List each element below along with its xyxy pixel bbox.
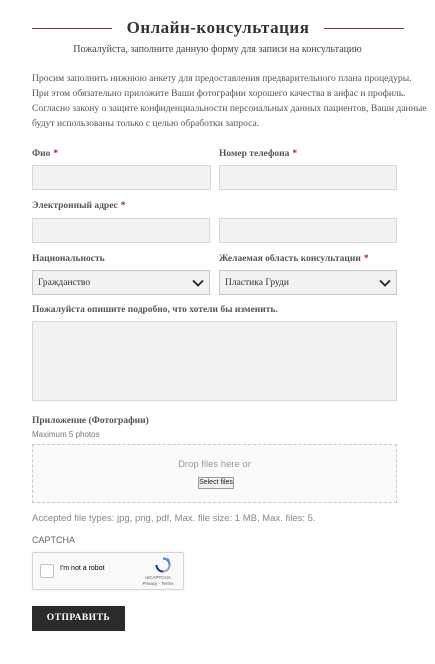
- recaptcha-text: I'm not a robot: [60, 565, 105, 572]
- recaptcha-widget: [32, 552, 184, 590]
- email-label: [32, 201, 126, 211]
- page-title: Онлайн-консультация: [126, 18, 310, 37]
- phone-input[interactable]: [219, 165, 397, 190]
- required-marker: *: [363, 254, 369, 264]
- accepted-file-types: Accepted file types: jpg, png, pdf, Max. file size: 1 MB, Max. files: 5.: [32, 513, 316, 524]
- attachment-label: [32, 416, 149, 426]
- email-label-text: Электронный адрес: [32, 201, 118, 211]
- intro-line: будут использованы только с целью обработки запроса.: [32, 118, 260, 129]
- intro-line: Согласно закону о защите конфиденциальности персональных данных пациентов, Ваши данные: [32, 103, 427, 114]
- phone-label-text: Номер телефона: [219, 149, 290, 159]
- attachment-sublabel: Maximum 5 photos: [32, 430, 100, 439]
- required-marker: *: [292, 149, 298, 159]
- details-textarea[interactable]: [32, 321, 397, 401]
- nationality-select-value: Гражданство: [38, 278, 91, 288]
- intro-line: Просим заполнить нижнюю анкету для предоставления предварительного плана процедуры.: [32, 73, 412, 84]
- area-select[interactable]: [219, 270, 397, 295]
- intro-line: При этом обязательно приложите Ваши фотографии хорошего качества в анфас и профиль.: [32, 88, 406, 99]
- submit-button[interactable]: ОТПРАВИТЬ: [32, 606, 125, 631]
- file-dropzone[interactable]: [32, 444, 397, 503]
- area-label-text: Желаемая область консультации: [219, 254, 361, 264]
- attachment-label-text: Приложение (Фотографии): [32, 416, 149, 426]
- phone-label: [219, 149, 297, 159]
- recaptcha-brand: reCAPTCHA: [145, 575, 171, 580]
- dropzone-text: Drop files here or: [178, 459, 251, 470]
- email-confirm-input[interactable]: [219, 218, 397, 243]
- email-input[interactable]: [32, 218, 210, 243]
- required-marker: *: [53, 149, 59, 159]
- name-label-text: Фио: [32, 149, 51, 159]
- details-label: [32, 305, 278, 315]
- recaptcha-terms-link[interactable]: Privacy - Terms: [142, 581, 174, 586]
- details-label-text: Пожалуйста опишите подробно, что хотели бы изменить.: [32, 305, 278, 315]
- area-select-value: Пластика Груди: [225, 278, 289, 288]
- name-label: [32, 149, 58, 159]
- recaptcha-logo-icon: [155, 557, 171, 573]
- page-subtitle: Пожалуйста, заполните данную форму для записи на консультацию: [73, 44, 362, 55]
- page-header: [32, 18, 404, 38]
- chevron-down-icon: [379, 278, 391, 288]
- title-divider-right: [324, 28, 404, 29]
- area-label: [219, 254, 369, 264]
- captcha-label: CAPTCHA: [32, 535, 76, 545]
- name-input[interactable]: [32, 165, 211, 190]
- nationality-label-text: Национальность: [32, 254, 105, 264]
- select-files-button[interactable]: Select files: [198, 477, 234, 489]
- chevron-down-icon: [192, 278, 204, 288]
- nationality-label: [32, 254, 105, 264]
- recaptcha-checkbox[interactable]: [40, 564, 54, 578]
- intro-text: [32, 71, 427, 131]
- nationality-select[interactable]: [32, 270, 210, 295]
- required-marker: *: [120, 201, 126, 211]
